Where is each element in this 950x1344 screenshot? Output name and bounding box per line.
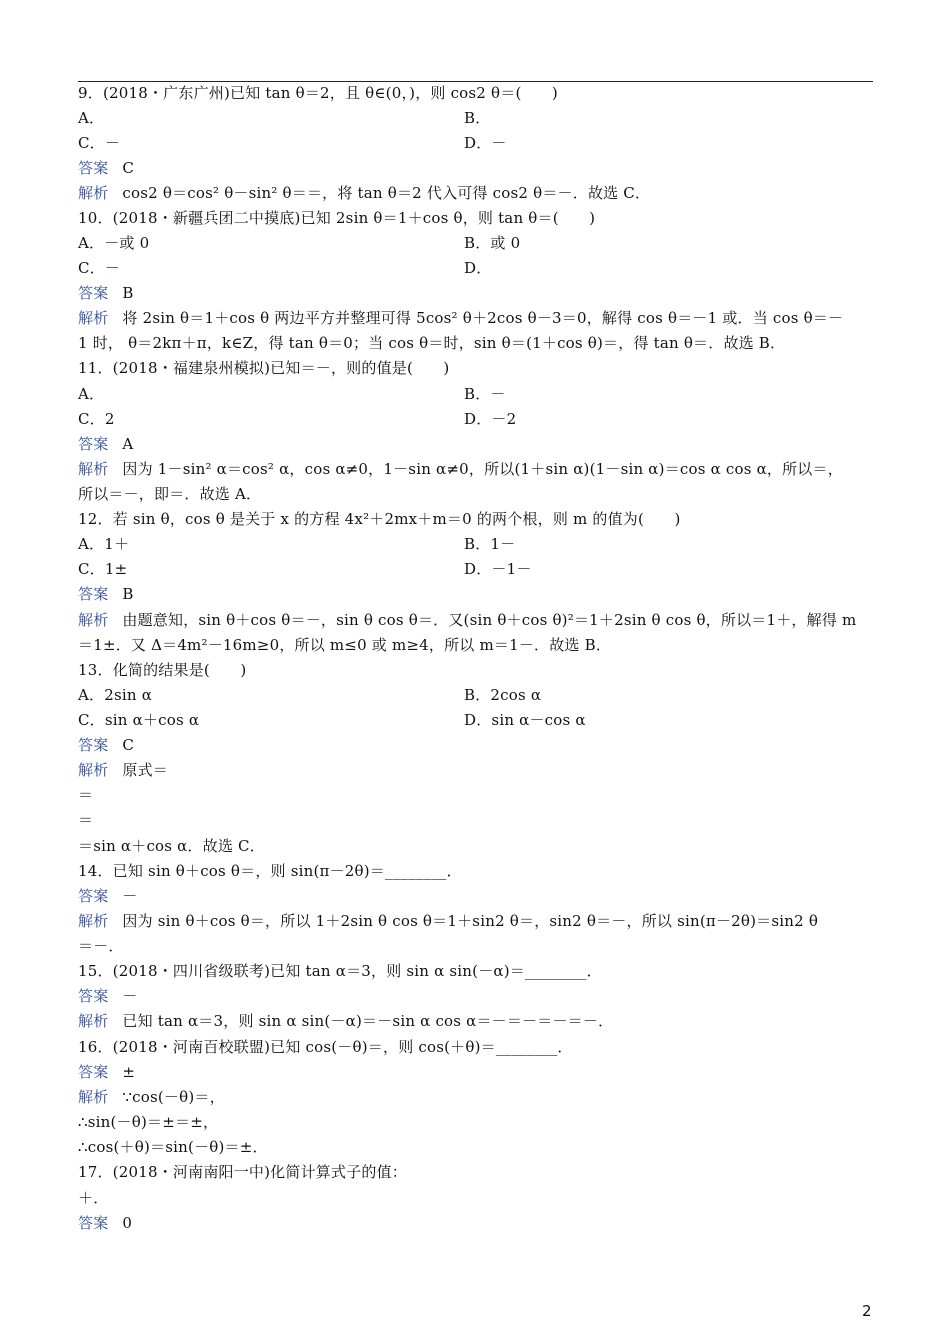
text-line (78, 936, 124, 956)
line-text: 15．(2018・四川省级联考)已知 tan α＝3，则 sin α sin(－α)＝________． (78, 962, 602, 980)
answer-line (78, 886, 138, 906)
text-line (78, 384, 104, 404)
text-line (78, 836, 265, 856)
text-line (78, 1162, 407, 1182)
answer-label: 答案 (78, 284, 109, 302)
analysis-line (78, 459, 843, 479)
analysis-line (78, 1011, 613, 1031)
line-text: ＝ (78, 811, 94, 829)
answer-line (78, 1062, 135, 1082)
line-text: ＝ (78, 786, 94, 804)
text-line (78, 484, 261, 504)
analysis-line (78, 610, 856, 630)
answer-line (78, 283, 134, 303)
text-line (78, 785, 93, 805)
line-text: 13．化简的结果是( ) (78, 661, 247, 679)
text-line (78, 534, 129, 554)
line-text: 11．(2018・福建泉州模拟)已知＝－，则的值是( ) (78, 359, 450, 377)
text-line (78, 83, 558, 103)
analysis-label: 解析 (78, 1088, 109, 1106)
answer-label: 答案 (78, 987, 109, 1005)
line-text: B (122, 284, 134, 302)
line-text: 1 时， θ＝2kπ＋π，k∈Z，得 tan θ＝0；当 cos θ＝时，sin θ＝(1＋cos θ)＝，得 tan θ＝．故选 B． (78, 334, 786, 352)
line-text: C (122, 736, 135, 754)
text-line (78, 108, 104, 128)
line-text: A (122, 435, 134, 453)
answer-label: 答案 (78, 435, 109, 453)
line-text: 因为 1－sin² α＝cos² α，cos α≠0，1－sin α≠0，所以(1＋sin α)(1－sin α)＝cos α cos α，所以＝， (122, 460, 843, 478)
line-text: C．sin α＋cos α (78, 711, 200, 729)
option-right-column: B． (464, 109, 491, 127)
analysis-label: 解析 (78, 761, 109, 779)
answer-label: 答案 (78, 736, 109, 754)
line-text: C．1± (78, 560, 128, 578)
text-line (78, 333, 785, 353)
option-right-column: D．－2 (464, 410, 517, 428)
analysis-label: 解析 (78, 1012, 109, 1030)
line-text: ± (122, 1063, 136, 1081)
line-text: 所以＝－，即＝．故选 A． (78, 485, 262, 503)
option-right-column: B．或 0 (464, 234, 521, 252)
answer-line (78, 986, 138, 1006)
text-line (78, 961, 602, 981)
line-text: 由题意知，sin θ＋cos θ＝－，sin θ cos θ＝．又(sin θ＋cos θ)²＝1＋2sin θ cos θ，所以＝1＋，解得 m (122, 611, 857, 629)
text-line (78, 509, 681, 529)
line-text: 12．若 sin θ，cos θ 是关于 x 的方程 4x²＋2mx＋m＝0 的两个根，则 m 的值为( ) (78, 510, 681, 528)
answer-line (78, 1213, 132, 1233)
answer-label: 答案 (78, 1214, 109, 1232)
option-right-column: B．2cos α (464, 686, 542, 704)
answer-label: 答案 (78, 585, 109, 603)
line-text: ＋． (78, 1189, 109, 1207)
text-line (78, 1037, 573, 1057)
text-line (78, 685, 152, 705)
line-text: 16．(2018・河南百校联盟)已知 cos(－θ)＝，则 cos(＋θ)＝________． (78, 1038, 573, 1056)
option-right-column: D．－1－ (464, 560, 532, 578)
option-right-column: D．－ (464, 134, 507, 152)
analysis-line (78, 911, 818, 931)
line-text: 10．(2018・新疆兵团二中摸底)已知 2sin θ＝1＋cos θ，则 tan θ＝( ) (78, 209, 596, 227)
analysis-label: 解析 (78, 460, 109, 478)
line-text: ＝1±．又 Δ＝4m²－16m≥0，所以 m≤0 或 m≥4，所以 m＝1－．故选 B． (78, 636, 612, 654)
line-text: 14．已知 sin θ＋cos θ＝，则 sin(π－2θ)＝________． (78, 862, 462, 880)
option-right-column: D． (464, 259, 492, 277)
line-text: ＝－． (78, 937, 124, 955)
text-line (78, 1188, 108, 1208)
analysis-label: 解析 (78, 611, 109, 629)
answer-label: 答案 (78, 1063, 109, 1081)
analysis-label: 解析 (78, 184, 109, 202)
line-text: ∴cos(＋θ)＝sin(－θ)＝±． (78, 1138, 268, 1156)
line-text: 0 (122, 1214, 133, 1232)
line-text: C．－ (78, 259, 121, 277)
answer-line (78, 158, 134, 178)
page-number: 2 (862, 1302, 872, 1320)
line-text: C．－ (78, 134, 121, 152)
answer-line (78, 584, 134, 604)
analysis-line (78, 183, 650, 203)
analysis-line (78, 308, 843, 328)
text-line (78, 208, 595, 228)
line-text: A． (78, 385, 105, 403)
text-line (78, 635, 611, 655)
line-text: cos2 θ＝cos² θ－sin² θ＝＝，将 tan θ＝2 代入可得 cos2 θ＝－．故选 C． (122, 184, 651, 202)
answer-label: 答案 (78, 887, 109, 905)
option-right-column: B．－ (464, 385, 506, 403)
analysis-line (78, 760, 168, 780)
line-text: ＝sin α＋cos α．故选 C． (78, 837, 265, 855)
text-line (78, 660, 246, 680)
text-line (78, 861, 462, 881)
analysis-label: 解析 (78, 309, 109, 327)
analysis-label: 解析 (78, 912, 109, 930)
line-text: A．2sin α (78, 686, 153, 704)
text-line (78, 559, 127, 579)
line-text: 原式＝ (122, 761, 169, 779)
option-right-column: B．1－ (464, 535, 516, 553)
text-line (78, 258, 120, 278)
analysis-line (78, 1087, 225, 1107)
line-text: 将 2sin θ＝1＋cos θ 两边平方并整理可得 5cos² θ＋2cos θ－3＝0，解得 cos θ＝－1 或．当 cos θ＝－ (122, 309, 844, 327)
text-line (78, 1112, 218, 1132)
text-line (78, 409, 115, 429)
text-line (78, 1137, 268, 1157)
header-rule (78, 81, 873, 82)
line-text: C (122, 159, 135, 177)
text-line (78, 710, 199, 730)
answer-line (78, 434, 133, 454)
line-text: 因为 sin θ＋cos θ＝，所以 1＋2sin θ cos θ＝1＋sin2 θ＝，sin2 θ＝－，所以 sin(π－2θ)＝sin2 θ (122, 912, 819, 930)
line-text: 已知 tan α＝3，则 sin α sin(－α)＝－sin α cos α＝－＝－＝－＝－． (122, 1012, 614, 1030)
text-line (78, 233, 149, 253)
line-text: 9．(2018・广东广州)已知 tan θ＝2，且 θ∈(0，)，则 cos2 θ＝( ) (78, 84, 558, 102)
line-text: 17．(2018・河南南阳一中)化简计算式子的值： (78, 1163, 407, 1181)
option-right-column: D．sin α－cos α (464, 711, 586, 729)
line-text: － (122, 887, 138, 905)
line-text: A．－或 0 (78, 234, 150, 252)
answer-label: 答案 (78, 159, 109, 177)
line-text: A．1＋ (78, 535, 130, 553)
line-text: A． (78, 109, 105, 127)
line-text: C．2 (78, 410, 115, 428)
text-line (78, 810, 93, 830)
answer-line (78, 735, 134, 755)
text-line (78, 358, 449, 378)
text-line (78, 133, 120, 153)
line-text: ∴sin(－θ)＝±＝±， (78, 1113, 219, 1131)
line-text: ∵cos(－θ)＝， (122, 1088, 225, 1106)
line-text: － (122, 987, 138, 1005)
line-text: B (122, 585, 134, 603)
